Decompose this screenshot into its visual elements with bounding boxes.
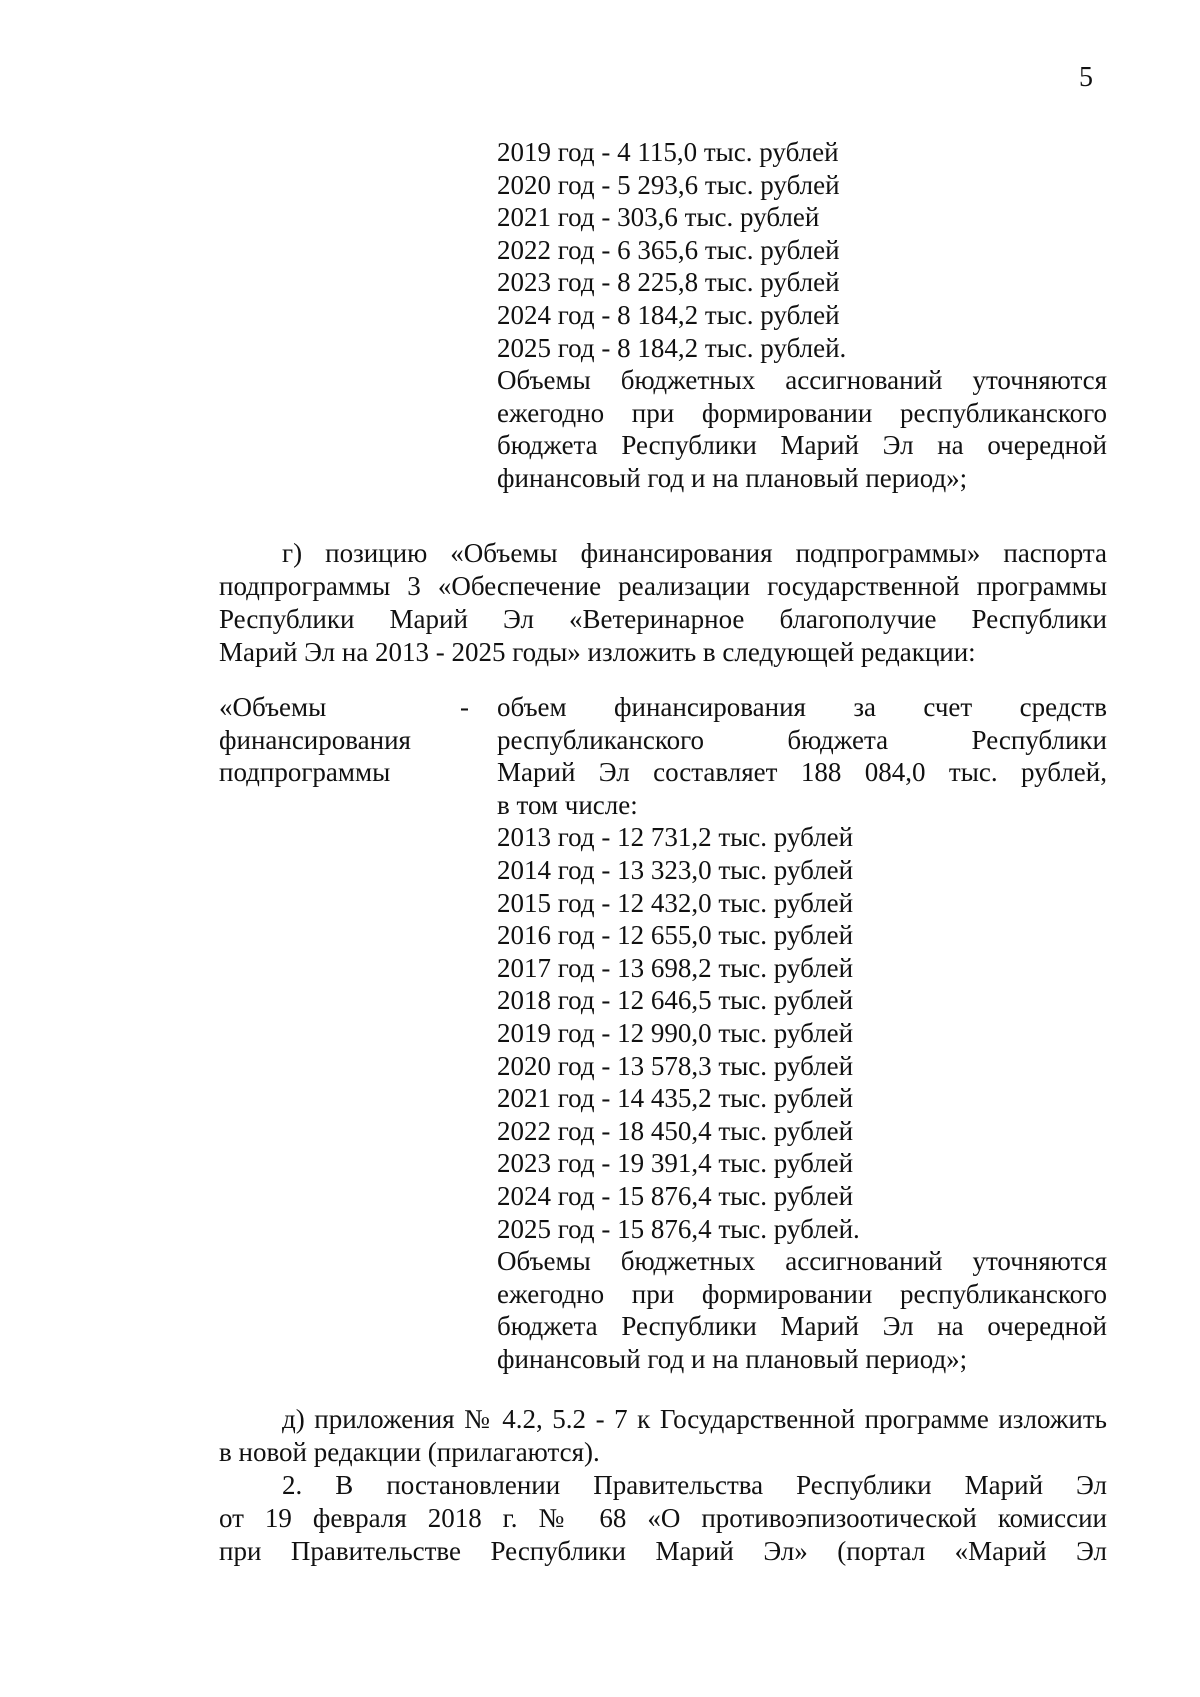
- note-line: финансовый год и на плановый период»;: [497, 1343, 968, 1374]
- year-line: 2015 год - 12 432,0 тыс. рублей: [497, 887, 854, 918]
- intro-line: в том числе:: [497, 789, 638, 820]
- label-line: «Объемы: [219, 692, 327, 722]
- note-line: бюджета Республики Марий Эл на очередной: [497, 430, 1107, 461]
- paragraph-g: [219, 537, 1107, 669]
- position-content: [497, 691, 1107, 1375]
- paragraph-line: от 19 февраля 2018 г. № 68 «О противоэпизоотической комиссии: [219, 1503, 1107, 1533]
- paragraph-d: [219, 1403, 1107, 1469]
- year-line: 2025 год - 15 876,4 тыс. рублей.: [497, 1213, 860, 1244]
- year-line: 2020 год - 13 578,3 тыс. рублей: [497, 1050, 854, 1081]
- intro-line: объем финансирования за счет средств: [497, 692, 1107, 722]
- year-line: 2017 год - 13 698,2 тыс. рублей: [497, 952, 854, 983]
- note-line: финансовый год и на плановый период»;: [497, 462, 968, 493]
- paragraph-line: подпрограммы 3 «Обеспечение реализации государственной программы: [219, 571, 1107, 601]
- year-line: 2021 год - 303,6 тыс. рублей: [497, 202, 820, 233]
- intro-line: Марий Эл составляет 188 084,0 тыс. рублей,: [497, 757, 1107, 788]
- top-funding-years: [497, 136, 1107, 495]
- year-line: 2018 год - 12 646,5 тыс. рублей: [497, 985, 854, 1016]
- label-line: финансирования: [219, 724, 411, 755]
- label-line: подпрограммы: [219, 757, 391, 788]
- note-line: Объемы бюджетных ассигнований уточняются: [497, 1246, 1107, 1277]
- paragraph-line: Марий Эл на 2013 - 2025 годы» изложить в следующей редакции:: [219, 637, 976, 667]
- note-line: ежегодно при формировании республиканского: [497, 397, 1107, 428]
- year-line: 2021 год - 14 435,2 тыс. рублей: [497, 1083, 854, 1114]
- year-line: 2014 год - 13 323,0 тыс. рублей: [497, 854, 854, 885]
- paragraph-line: г) позицию «Объемы финансирования подпрограммы» паспорта: [282, 538, 1107, 568]
- year-line: 2016 год - 12 655,0 тыс. рублей: [497, 920, 854, 951]
- year-line: 2023 год - 19 391,4 тыс. рублей: [497, 1148, 854, 1179]
- paragraph-line: при Правительстве Республики Марий Эл» (портал «Марий Эл: [219, 1536, 1107, 1566]
- position-dash: -: [460, 692, 469, 722]
- note-line: Объемы бюджетных ассигнований уточняются: [497, 365, 1107, 396]
- page-number: 5: [1079, 62, 1093, 93]
- position-label: [219, 691, 449, 789]
- year-line: 2013 год - 12 731,2 тыс. рублей: [497, 822, 854, 853]
- year-line: 2023 год - 8 225,8 тыс. рублей: [497, 267, 840, 298]
- paragraph-line: д) приложения № 4.2, 5.2 - 7 к Государственной программе изложить: [282, 1404, 1107, 1434]
- year-line: 2019 год - 12 990,0 тыс. рублей: [497, 1017, 854, 1048]
- paragraph-2: [219, 1469, 1107, 1568]
- year-line: 2022 год - 18 450,4 тыс. рублей: [497, 1115, 854, 1146]
- year-line: 2024 год - 8 184,2 тыс. рублей: [497, 299, 840, 330]
- year-line: 2025 год - 8 184,2 тыс. рублей.: [497, 332, 847, 363]
- year-line: 2024 год - 15 876,4 тыс. рублей: [497, 1180, 854, 1211]
- year-line: 2019 год - 4 115,0 тыс. рублей: [497, 137, 839, 167]
- paragraph-line: Республики Марий Эл «Ветеринарное благополучие Республики: [219, 604, 1107, 634]
- note-line: ежегодно при формировании республиканского: [497, 1278, 1107, 1309]
- paragraph-line: 2. В постановлении Правительства Республики Марий Эл: [282, 1470, 1107, 1500]
- year-line: 2022 год - 6 365,6 тыс. рублей: [497, 234, 840, 265]
- note-line: бюджета Республики Марий Эл на очередной: [497, 1311, 1107, 1342]
- intro-line: республиканского бюджета Республики: [497, 724, 1107, 755]
- paragraph-line: в новой редакции (прилагаются).: [219, 1437, 600, 1467]
- year-line: 2020 год - 5 293,6 тыс. рублей: [497, 169, 840, 200]
